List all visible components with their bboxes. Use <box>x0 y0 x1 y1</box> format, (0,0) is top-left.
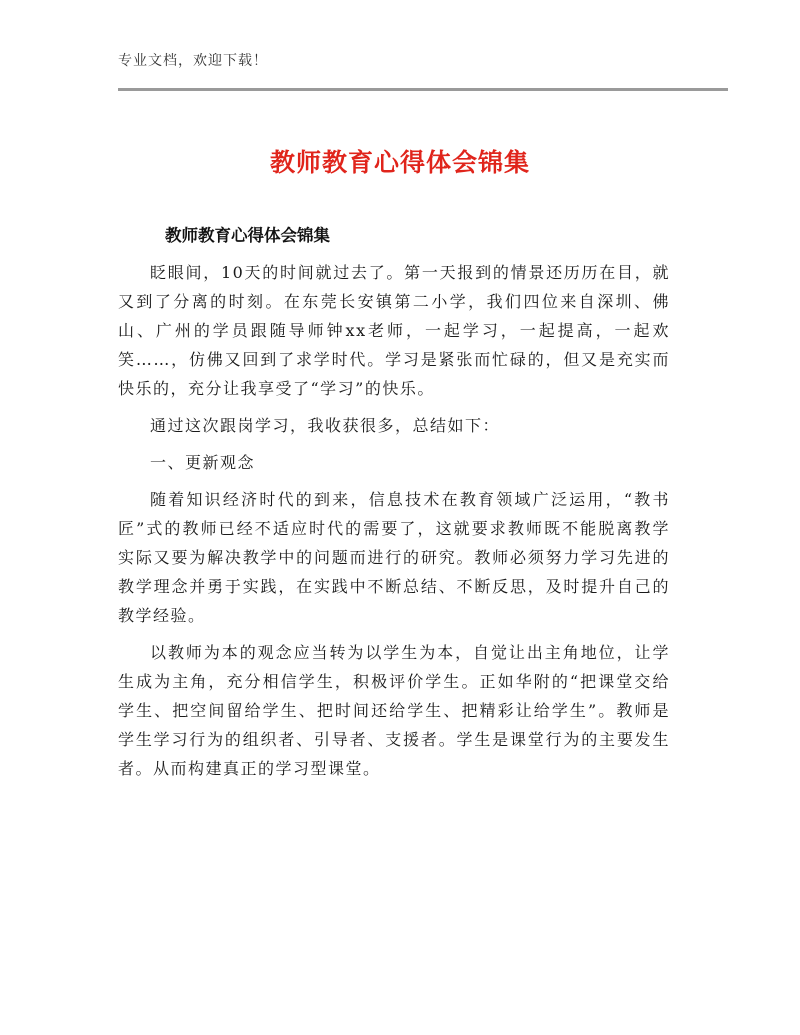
section-heading-update-concepts: 一、更新观念 <box>150 453 256 472</box>
document-subtitle: 教师教育心得体会锦集 <box>165 226 330 245</box>
document-title: 教师教育心得体会锦集 <box>269 148 530 177</box>
paragraph-intro: 眨眼间，10天的时间就过去了。第一天报到的情景还历历在目，就又到了分离的时刻。在东莞长安镇第二小学，我们四位来自深圳、佛山、广州的学员跟随导师钟xx老师，一起学习，一起提高，一起欢笑……，仿佛又回到了求学时代。学习是紧张而忙碌的，但又是充实而快乐的，充分让我享受了“学习”的快乐。 <box>118 263 670 398</box>
document-body <box>118 258 670 791</box>
header-divider <box>118 88 728 91</box>
paragraph-information-age: 随着知识经济时代的到来，信息技术在教育领域广泛运用，“教书匠”式的教师已经不适应时代的需要了，这就要求教师既不能脱离教学实际又要为解决教学中的问题而进行的研究。教师必须努力学习先进的教学理念并勇于实践，在实践中不断总结、不断反思，及时提升自己的教学经验。 <box>118 490 670 625</box>
page-header-text: 专业文档，欢迎下载！ <box>118 53 268 69</box>
paragraph-summary-lead: 通过这次跟岗学习，我收获很多，总结如下： <box>150 416 501 435</box>
paragraph-student-centered: 以教师为本的观念应当转为以学生为本，自觉让出主角地位，让学生成为主角，充分相信学生，积极评价学生。正如华附的“把课堂交给学生、把空间留给学生、把时间还给学生、把精彩让给学生”。教师是学生学习行为的组织者、引导者、支援者。学生是课堂行为的主要发生者。从而构建真正的学习型课堂。 <box>118 643 670 778</box>
